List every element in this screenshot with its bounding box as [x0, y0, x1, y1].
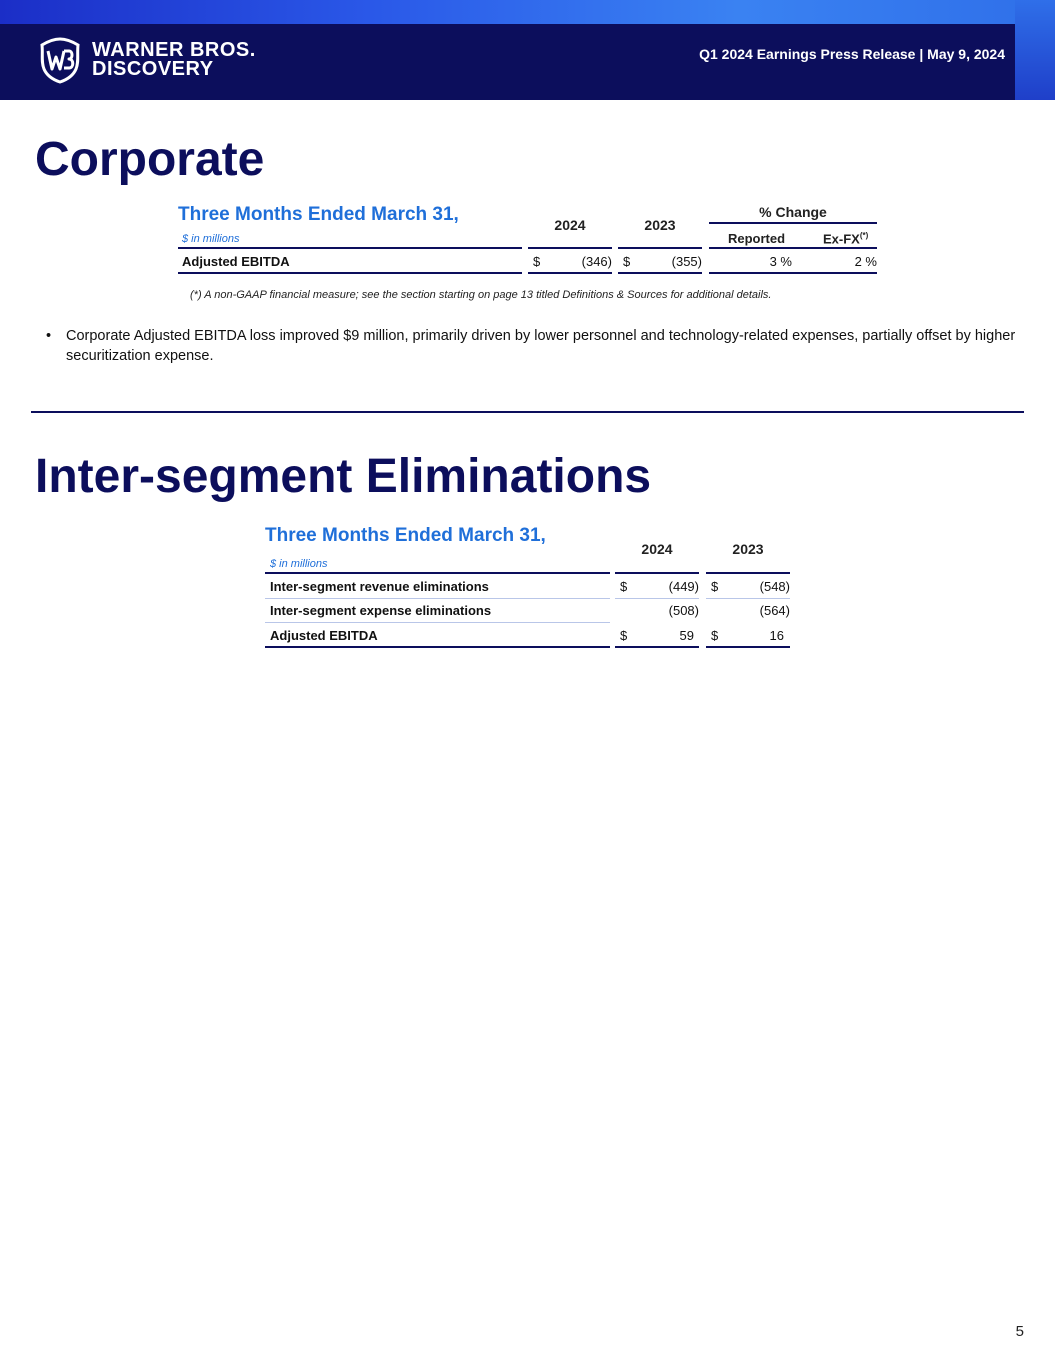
corporate-title: Corporate — [35, 133, 265, 186]
value-2024: (449) — [668, 579, 699, 594]
bottom-rule-label — [178, 272, 522, 274]
col-header-2024: 2024 — [641, 541, 673, 557]
col-header-2024: 2024 — [554, 217, 586, 233]
company-logo — [36, 36, 256, 84]
header-rule-label — [178, 247, 522, 249]
table-units: $ in millions — [182, 233, 240, 245]
table-caption: Three Months Ended March 31, — [178, 204, 459, 225]
currency-2024: $ — [620, 579, 628, 594]
currency-2024: $ — [533, 254, 541, 269]
value-exfx: 2 % — [854, 254, 877, 269]
row-divider — [265, 598, 610, 599]
header-accent-strip — [1015, 0, 1055, 100]
value-2024: 59 — [679, 628, 694, 643]
currency-2023: $ — [711, 579, 719, 594]
non-gaap-footnote: (*) A non-GAAP financial measure; see the section starting on page 13 titled Definitions & Sources for additional details. — [190, 289, 772, 301]
row-divider — [615, 598, 699, 599]
bottom-rule-2023 — [618, 272, 702, 274]
col-header-2023: 2023 — [644, 217, 676, 233]
bottom-rule-2024 — [528, 272, 612, 274]
page-number: 5 — [1015, 1323, 1024, 1340]
bottom-rule-2023 — [706, 646, 790, 648]
row-label: Inter-segment expense eliminations — [270, 603, 492, 618]
currency-2023: $ — [711, 628, 719, 643]
value-2024: (346) — [581, 254, 612, 269]
bullet-text: Corporate Adjusted EBITDA loss improved $9 million, primarily driven by lower personnel and technology-related expenses, partially offset by higher securitization expense. — [66, 328, 1016, 364]
col-header-2023: 2023 — [732, 541, 764, 557]
value-2023: (355) — [671, 254, 702, 269]
bullet-dot: • — [46, 328, 52, 344]
currency-2024: $ — [620, 628, 628, 643]
currency-2023: $ — [623, 254, 631, 269]
col-header-reported: Reported — [728, 231, 786, 246]
corporate-bullet — [46, 326, 1021, 366]
logo-line-1: WARNER BROS. — [92, 39, 256, 61]
pct-change-header: % Change — [759, 204, 827, 220]
exfx-superscript: (*) — [859, 231, 869, 240]
wb-shield-icon — [36, 36, 84, 84]
row-divider — [706, 598, 790, 599]
value-2023: (564) — [759, 603, 790, 618]
header-rule-2023 — [618, 247, 702, 249]
bottom-rule-change — [709, 272, 877, 274]
section-divider — [31, 411, 1024, 413]
inter-segment-title: Inter-segment Eliminations — [35, 450, 652, 503]
header-gradient — [0, 0, 1055, 24]
header-rule-2024 — [528, 247, 612, 249]
value-2024: (508) — [668, 603, 699, 618]
bottom-rule-2024 — [615, 646, 699, 648]
page-header — [0, 0, 1055, 100]
header-rule-2024 — [615, 572, 699, 574]
row-label: Inter-segment revenue eliminations — [270, 579, 489, 594]
table-units: $ in millions — [270, 558, 328, 570]
table-caption: Three Months Ended March 31, — [265, 525, 546, 546]
logo-line-2: DISCOVERY — [92, 58, 214, 80]
pct-change-rule — [709, 222, 877, 224]
value-reported: 3 % — [769, 254, 792, 269]
header-rule-2023 — [706, 572, 790, 574]
release-title: Q1 2024 Earnings Press Release | May 9, 2024 — [699, 46, 1005, 62]
col-header-exfx: Ex-FX(*) — [823, 231, 869, 247]
row-label: Adjusted EBITDA — [270, 628, 378, 643]
row-label: Adjusted EBITDA — [182, 254, 290, 269]
header-rule-change — [709, 247, 877, 249]
value-2023: 16 — [769, 628, 784, 643]
row-divider — [265, 622, 610, 623]
header-rule-label — [265, 572, 610, 574]
value-2023: (548) — [759, 579, 790, 594]
bottom-rule-label — [265, 646, 610, 648]
